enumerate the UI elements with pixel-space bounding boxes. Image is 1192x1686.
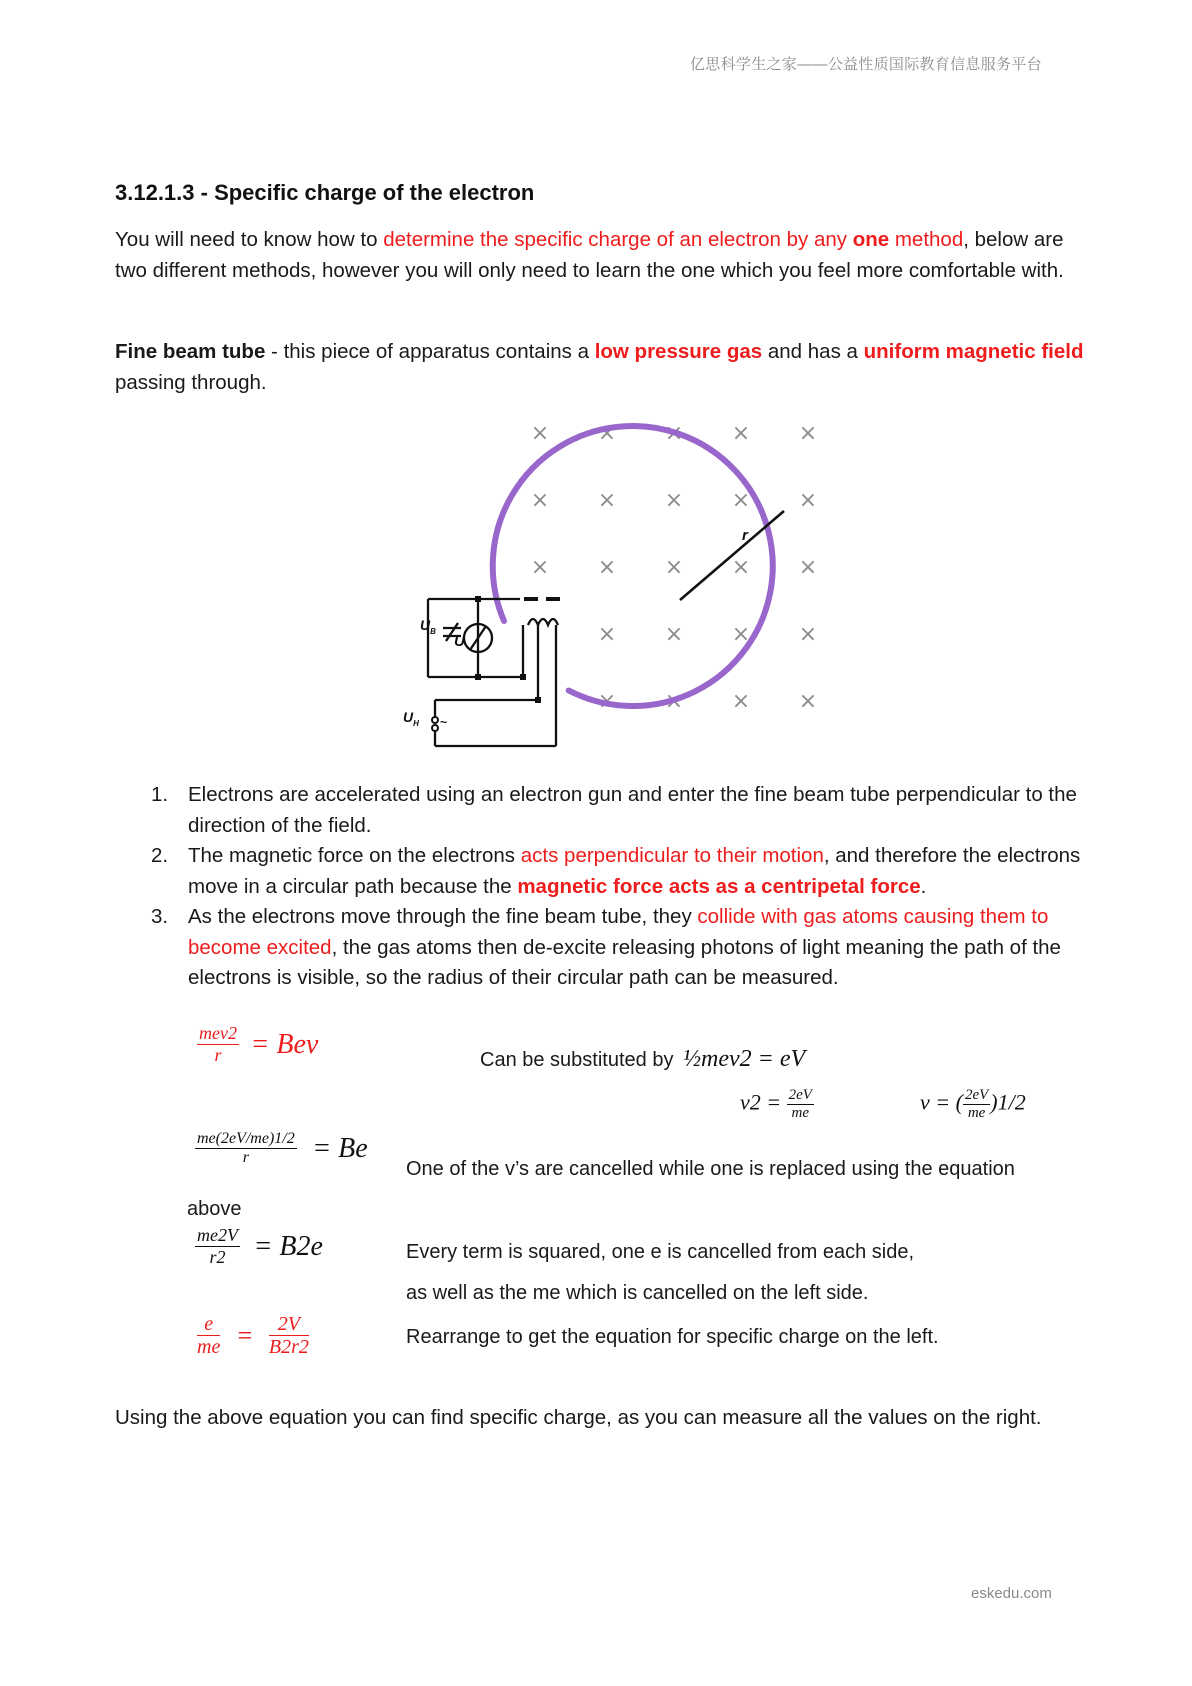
- field-cross: ×: [664, 421, 684, 446]
- intro-text-2: , below are two different methods, however you will only need to learn the one which you feel more comfortable with.: [115, 228, 1064, 282]
- field-cross: ×: [597, 555, 617, 580]
- eq3-explanation-continued: as well as the me which is cancelled on the left side.: [406, 1282, 869, 1304]
- field-cross: ×: [731, 555, 751, 580]
- fine-beam-text-3: passing through.: [115, 370, 267, 394]
- page-header: 亿思科学生之家——公益性质国际教育信息服务平台: [690, 56, 1042, 73]
- field-cross: ×: [798, 622, 818, 647]
- intro-text: You will need to know how to: [115, 228, 384, 251]
- field-cross: ×: [664, 555, 684, 580]
- fine-beam-text-2: and has a: [762, 340, 864, 363]
- field-cross: ×: [530, 421, 550, 446]
- eq2-numerator: me(2eV/me)1/2: [197, 1130, 295, 1147]
- fine-beam-text: - this piece of apparatus contains a: [265, 340, 595, 363]
- equation-1: [197, 1024, 318, 1065]
- equation-3: [195, 1226, 323, 1267]
- specific-charge-equation: $\frac{e}{me}$ = $\frac{2V}{B2r2}$: [197, 1313, 309, 1358]
- eq4-left-denominator: me: [197, 1336, 221, 1358]
- v-squared-equation: v2 = $\frac{2eV}{me}$: [740, 1087, 812, 1121]
- eq3-rhs: = B2e: [253, 1230, 323, 1262]
- substitution-text: Can be substituted by ½mev2 = eV: [480, 1046, 806, 1072]
- intro-highlight: determine the specific charge of an electron by any: [383, 228, 853, 251]
- eq3-numerator: me2V: [197, 1225, 238, 1245]
- voltage-ub-label: $U_B$: [420, 617, 436, 636]
- eq1-numerator: mev2: [199, 1023, 237, 1043]
- eq1-rhs: = Bev: [250, 1028, 319, 1060]
- eq4-explanation: Rearrange to get the equation for specific charge on the left.: [406, 1326, 939, 1348]
- field-cross: ×: [664, 622, 684, 647]
- field-cross: ×: [731, 622, 751, 647]
- substitution-equation: ½mev2 = eV: [683, 1046, 806, 1072]
- section-title: 3.12.1.3 - Specific charge of the electron: [115, 180, 535, 205]
- fine-beam-paragraph: [115, 337, 1095, 398]
- eq2-rhs: = Be: [312, 1132, 368, 1164]
- field-cross: ×: [597, 689, 617, 714]
- field-cross: ×: [731, 421, 751, 446]
- voltage-u-label: U: [454, 633, 465, 650]
- field-cross: ×: [597, 421, 617, 446]
- field-cross: ×: [798, 555, 818, 580]
- eq4-right-denominator: B2r2: [268, 1336, 309, 1358]
- intro-highlight-2: method: [889, 228, 964, 251]
- eq2-explanation-continued: above: [187, 1198, 242, 1220]
- field-cross: ×: [798, 488, 818, 513]
- intro-paragraph: [115, 225, 1095, 286]
- eq2-denominator: r: [242, 1148, 249, 1166]
- eq3-explanation: Every term is squared, one e is cancelled from each side,: [406, 1241, 915, 1263]
- intro-bold-highlight: one: [852, 228, 890, 251]
- field-cross: ×: [597, 488, 617, 513]
- fine-beam-label: Fine beam tube: [115, 340, 266, 363]
- terminal-bottom: [432, 725, 438, 731]
- equation-2: [195, 1130, 368, 1167]
- field-cross: ×: [530, 555, 550, 580]
- radius-label: r: [742, 527, 748, 544]
- field-cross: ×: [597, 622, 617, 647]
- fine-beam-diagram: [360, 410, 830, 750]
- list-item: 3. As the electrons move through the fine beam tube, they collide with gas atoms causing them to become excited, the gas atoms then de-excite releasing photons of light meaning the path of the electrons is visible, so the radius of their circular path can be measured.: [151, 905, 1061, 989]
- eq4-right-numerator: 2V: [269, 1313, 309, 1336]
- v-equation: v = ( $\frac{2eV}{me}$ )1/2: [920, 1087, 1026, 1121]
- eq2-explanation: One of the v’s are cancelled while one is replaced using the equation: [406, 1158, 1015, 1180]
- list-item: 1. Electrons are accelerated using an electron gun and enter the fine beam tube perpendicular to the direction of the field.: [151, 783, 1077, 837]
- conclusion-paragraph: Using the above equation you can find specific charge, as you can measure all the values on the right.: [115, 1406, 1042, 1429]
- ac-symbol: ~: [440, 715, 448, 729]
- electron-gun-circuit: [428, 599, 560, 746]
- list-item: 2. The magnetic force on the electrons acts perpendicular to their motion, and therefore the electrons move in a circular path because the magnetic force acts as a centripetal force.: [151, 844, 1081, 898]
- steps-list: [115, 780, 1115, 994]
- low-pressure-gas: low pressure gas: [594, 340, 763, 363]
- field-cross: ×: [530, 488, 550, 513]
- field-cross: ×: [731, 488, 751, 513]
- field-cross: ×: [664, 488, 684, 513]
- eq3-denominator: r2: [209, 1246, 226, 1267]
- voltage-uh-label: $U_H$: [403, 709, 419, 728]
- eq4-left-numerator: e: [197, 1313, 220, 1336]
- uniform-magnetic-field: uniform magnetic field: [863, 340, 1084, 363]
- page-footer: eskedu.com: [971, 1585, 1052, 1602]
- terminal-top: [432, 717, 438, 723]
- field-cross: ×: [798, 689, 818, 714]
- eq1-denominator: r: [214, 1044, 222, 1065]
- field-cross: ×: [664, 689, 684, 714]
- field-cross: ×: [798, 421, 818, 446]
- field-cross: ×: [731, 689, 751, 714]
